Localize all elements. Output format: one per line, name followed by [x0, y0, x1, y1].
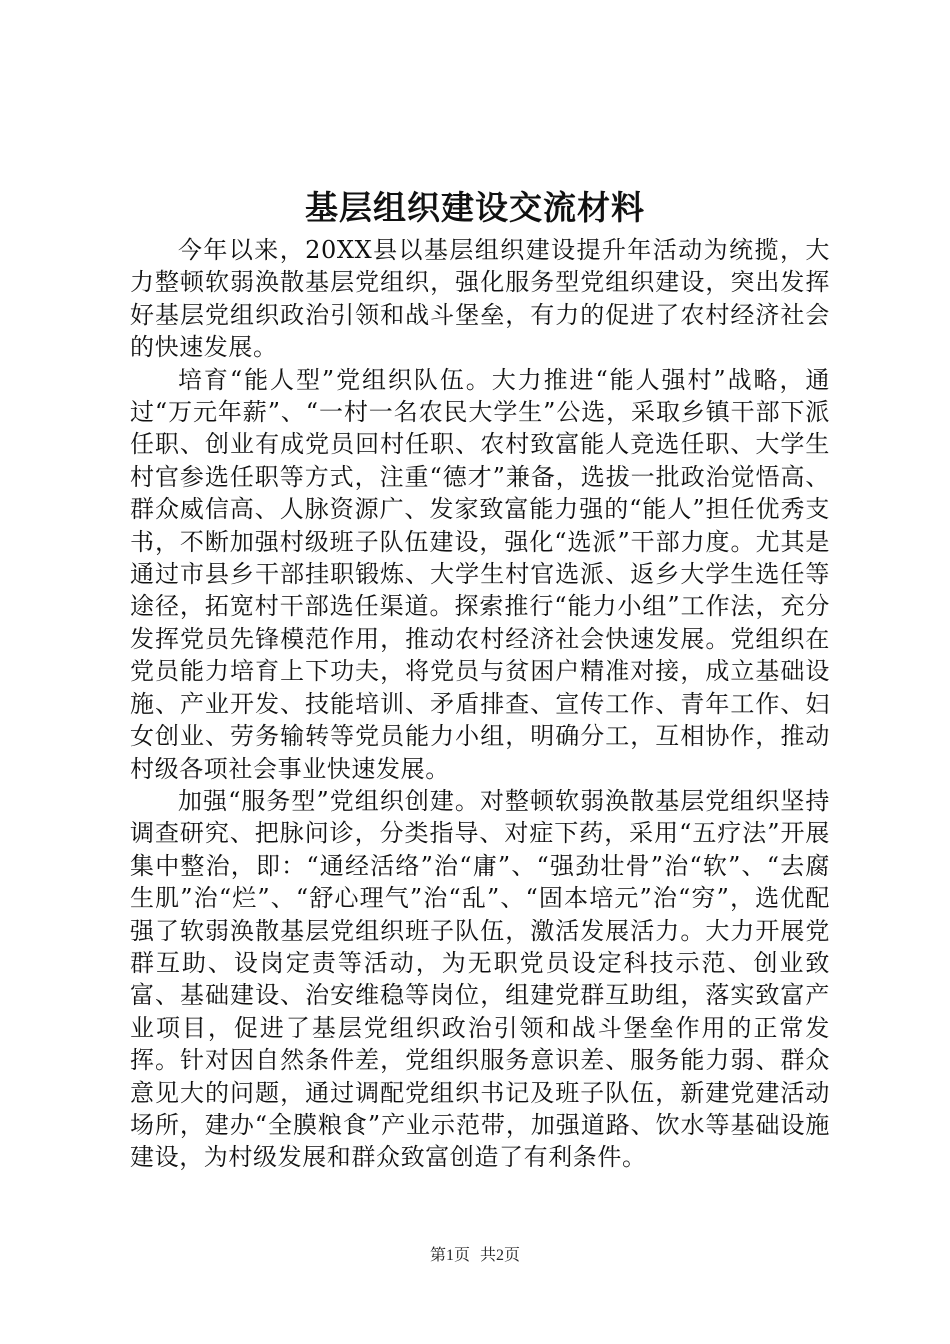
page-number: 第1页	[429, 1247, 470, 1264]
page-footer	[0, 1245, 950, 1267]
document-body	[130, 234, 830, 1174]
paragraph-intro: 今年以来，20XX县以基层组织建设提升年活动为统揽，大力整顿软弱涣散基层党组织，强化服务型党组织建设，突出发挥好基层党组织政治引领和战斗堡垒，有力的促进了农村经济社会的快速发展。	[130, 236, 830, 362]
paragraph-capable-party-org: 培育“能人型”党组织队伍。大力推进“能人强村”战略，通过“万元年薪”、“一村一名农民大学生”公选，采取乡镇干部下派任职、创业有成党员回村任职、农村致富能人竞选任职、大学生村官参选任职等方式，注重“德才”兼备，选拔一批政治觉悟高、群众威信高、人脉资源广、发家致富能力强的“能人”担任优秀支书，不断加强村级班子队伍建设，强化“选派”干部力度。尤其是通过市县乡干部挂职锻炼、大学生村官选派、返乡大学生选任等途径，拓宽村干部选任渠道。探索推行“能力小组”工作法，充分发挥党员先锋模范作用，推动农村经济社会快速发展。党组织在党员能力培育上下功夫，将党员与贫困户精准对接，成立基础设施、产业开发、技能培训、矛盾排查、宣传工作、青年工作、妇女创业、劳务输转等党员能力小组，明确分工，互相协作，推动村级各项社会事业快速发展。	[130, 365, 830, 783]
document-title: 基层组织建设交流材料	[305, 188, 645, 227]
paragraph-service-party-org: 加强“服务型”党组织创建。对整顿软弱涣散基层党组织坚持调查研究、把脉问诊，分类指导、对症下药，采用“五疗法”开展集中整治，即：“通经活络”治“庸”、“强劲壮骨”治“软”、“去腐生肌”治“烂”、“舒心理气”治“乱”、“固本培元”治“穷”，选优配强了软弱涣散基层党组织班子队伍，激活发展活力。大力开展党群互助、设岗定责等活动，为无职党员设定科技示范、创业致富、基础建设、治安维稳等岗位，组建党群互助组，落实致富产业项目，促进了基层党组织政治引领和战斗堡垒作用的正常发挥。针对因自然条件差，党组织服务意识差、服务能力弱、群众意见大的问题，通过调配党组织书记及班子队伍，新建党建活动场所，建办“全膜粮食”产业示范带，加强道路、饮水等基础设施建设，为村级发展和群众致富创造了有利条件。	[130, 786, 830, 1172]
page-total: 共2页	[480, 1247, 521, 1264]
